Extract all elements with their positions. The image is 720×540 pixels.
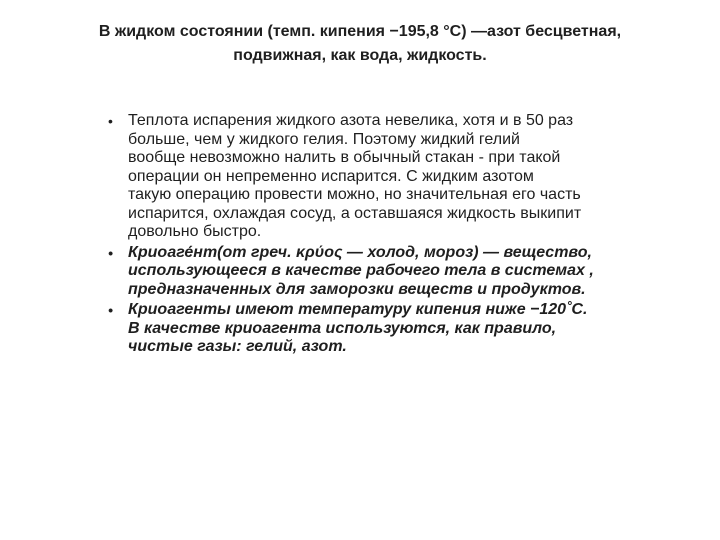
slide-title [40,20,680,68]
bullet-line: Теплота испарения жидкого азота невелика, хотя и в 50 раз [128,112,574,129]
bullet-marker: • [108,244,113,261]
title-line: В жидком состоянии (темп. кипения −195,8 °C) —азот бесцветная, [98,23,622,40]
bullet-item-cryoagent-definition [108,244,648,300]
bullet-line: использующееся в качестве рабочего тела в системах , [128,262,594,279]
bullet-list [108,112,648,359]
bullet-line: больше, чем у жидкого гелия. Поэтому жидкий гелий [128,130,520,148]
bullet-marker: • [108,302,113,318]
bullet-line: операции он непременно испарится. С жидким азотом [128,167,534,185]
bullet-line: довольно быстро. [128,223,262,240]
bullet-item-heat-of-evaporation [108,112,648,242]
title-line: подвижная, как вода, жидкость. [233,47,487,64]
bullet-line: предназначенных для заморозки веществ и продуктов. [128,280,586,298]
bullet-line: такую операцию провести можно, но значительная его часть [128,186,581,203]
bullet-line: В качестве криоагента используются, как правило, [128,319,557,337]
bullet-item-cryoagent-boiling-point [108,301,648,357]
bullet-line: испарится, охлаждая сосуд, а оставшаяся жидкость выкипит [128,204,582,222]
bullet-marker: • [108,113,113,129]
bullet-line: чистые газы: гелий, азот. [128,338,347,355]
bullet-line: Криоаге́нт(от греч. κρύος — холод, мороз) — вещество, [128,243,592,261]
bullet-line: Криоагенты имеют температуру кипения ниже −120˚C. [128,301,588,318]
bullet-line: вообще невозможно налить в обычный стакан - при такой [128,149,561,166]
